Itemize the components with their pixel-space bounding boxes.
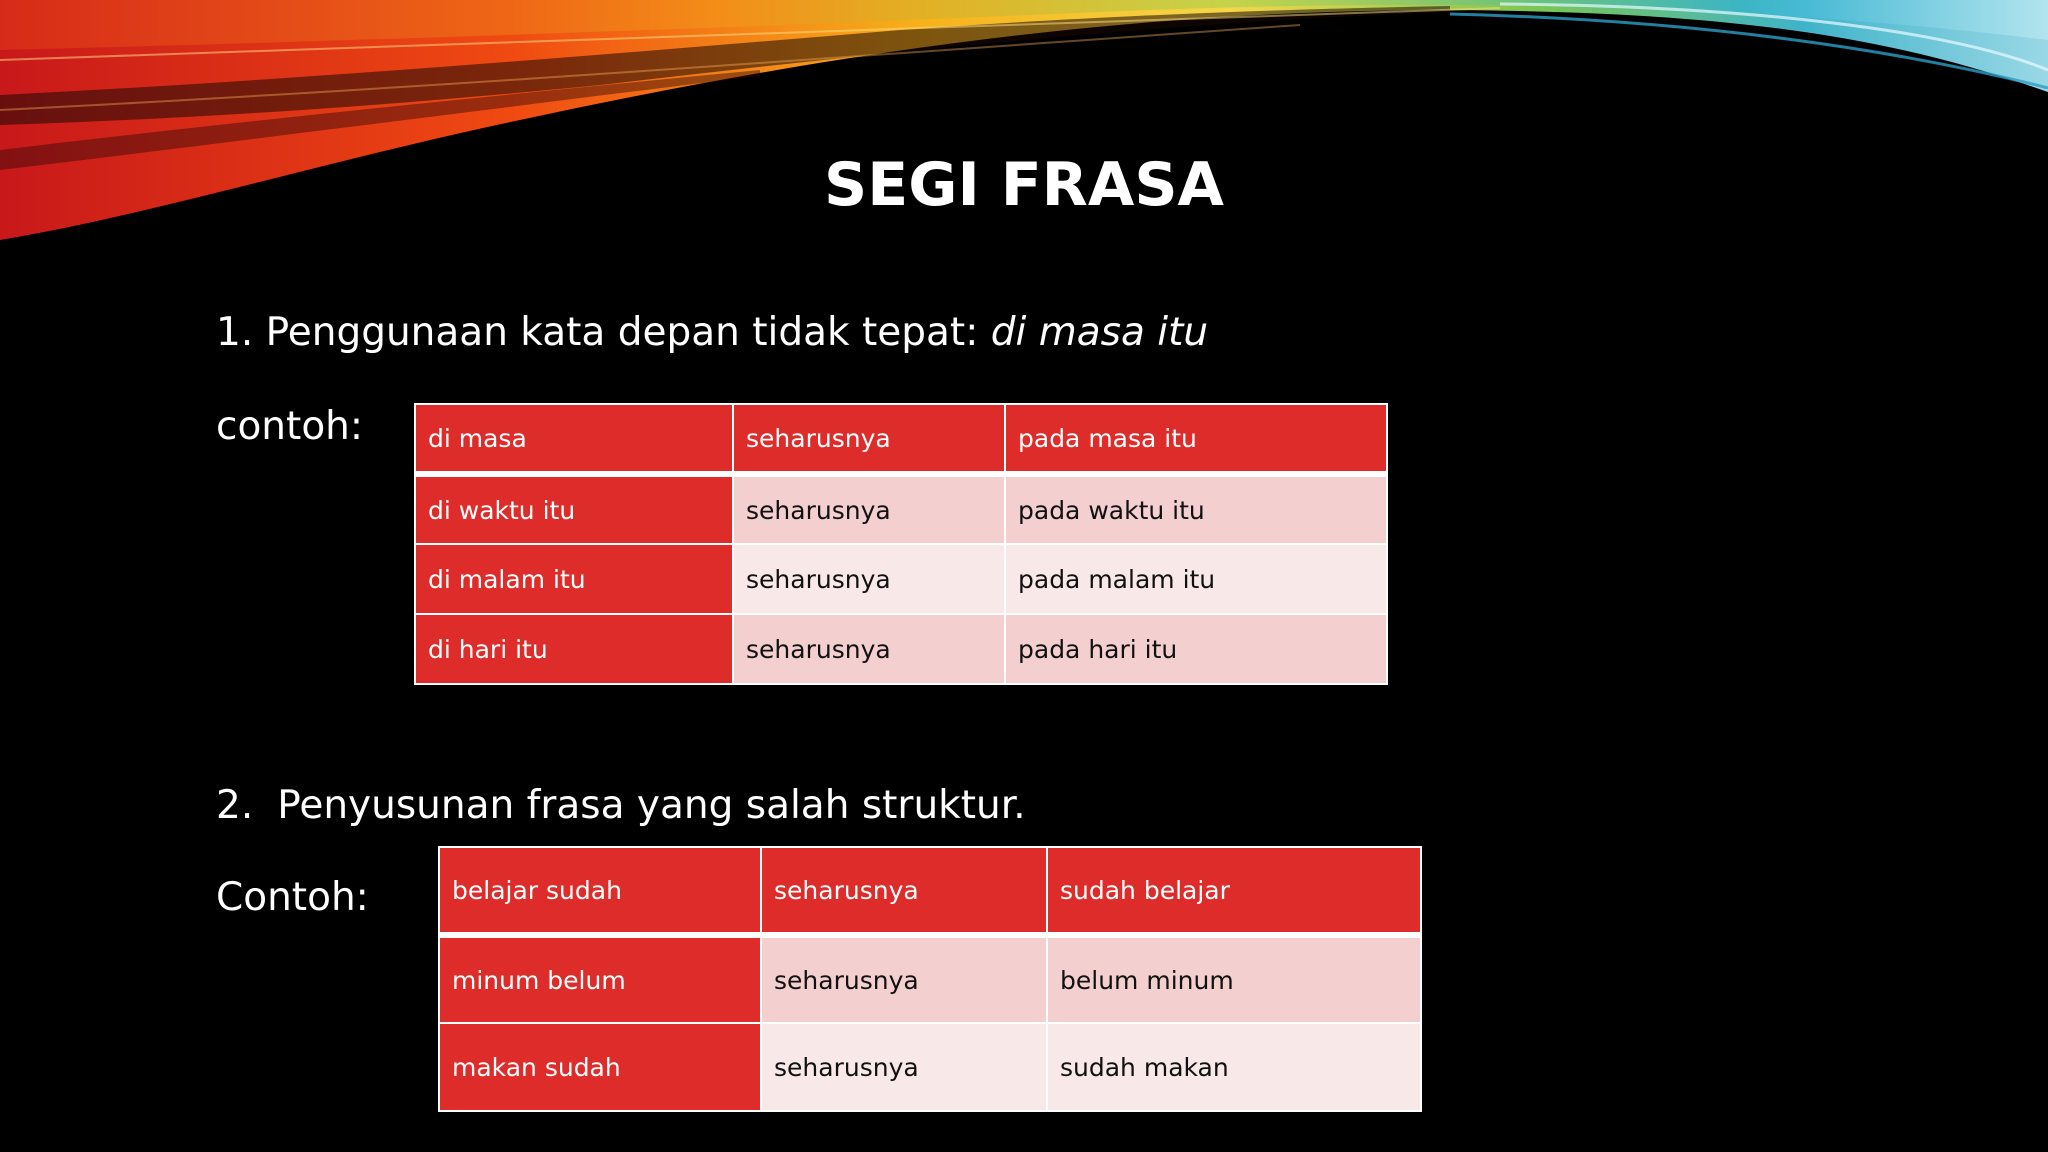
decorative-swoosh	[0, 0, 2048, 260]
table-row	[415, 474, 1387, 544]
table-cell: seharusnya	[733, 614, 1005, 684]
point-1	[216, 310, 1208, 355]
table-row	[439, 1023, 1421, 1111]
table-1-header-cell: pada masa itu	[1005, 404, 1387, 474]
table-cell: sudah makan	[1047, 1023, 1421, 1111]
table-cell: di hari itu	[415, 614, 733, 684]
table-cell: pada malam itu	[1005, 544, 1387, 614]
table-cell: di malam itu	[415, 544, 733, 614]
table-2-header-cell: belajar sudah	[439, 847, 761, 935]
table-2-header-row	[439, 847, 1421, 935]
table-row	[415, 614, 1387, 684]
table-1-header-cell: seharusnya	[733, 404, 1005, 474]
table-cell: pada hari itu	[1005, 614, 1387, 684]
table-1-header-cell: di masa	[415, 404, 733, 474]
point-1-example-label: contoh:	[216, 404, 364, 449]
table-cell: pada waktu itu	[1005, 474, 1387, 544]
point-2-example-label: Contoh:	[216, 875, 369, 920]
table-2	[438, 846, 1422, 1112]
table-cell: minum belum	[439, 935, 761, 1023]
point-1-emphasis: di masa itu	[990, 310, 1209, 355]
table-cell: di waktu itu	[415, 474, 733, 544]
table-row	[415, 544, 1387, 614]
slide-title-container	[0, 150, 2048, 220]
point-2-text: Penyusunan frasa yang salah struktur.	[277, 783, 1026, 828]
table-2-header-cell: sudah belajar	[1047, 847, 1421, 935]
point-2	[216, 783, 1026, 828]
table-cell: seharusnya	[761, 935, 1047, 1023]
table-row	[439, 935, 1421, 1023]
point-1-text: 1. Penggunaan kata depan tidak tepat:	[216, 310, 991, 355]
table-2-header-cell: seharusnya	[761, 847, 1047, 935]
table-cell: seharusnya	[733, 544, 1005, 614]
table-cell: belum minum	[1047, 935, 1421, 1023]
table-cell: seharusnya	[733, 474, 1005, 544]
slide-title: SEGI FRASA	[824, 150, 1224, 220]
table-cell: seharusnya	[761, 1023, 1047, 1111]
table-1	[414, 403, 1388, 685]
table-1-header-row	[415, 404, 1387, 474]
table-cell: makan sudah	[439, 1023, 761, 1111]
point-2-number: 2.	[216, 783, 254, 828]
